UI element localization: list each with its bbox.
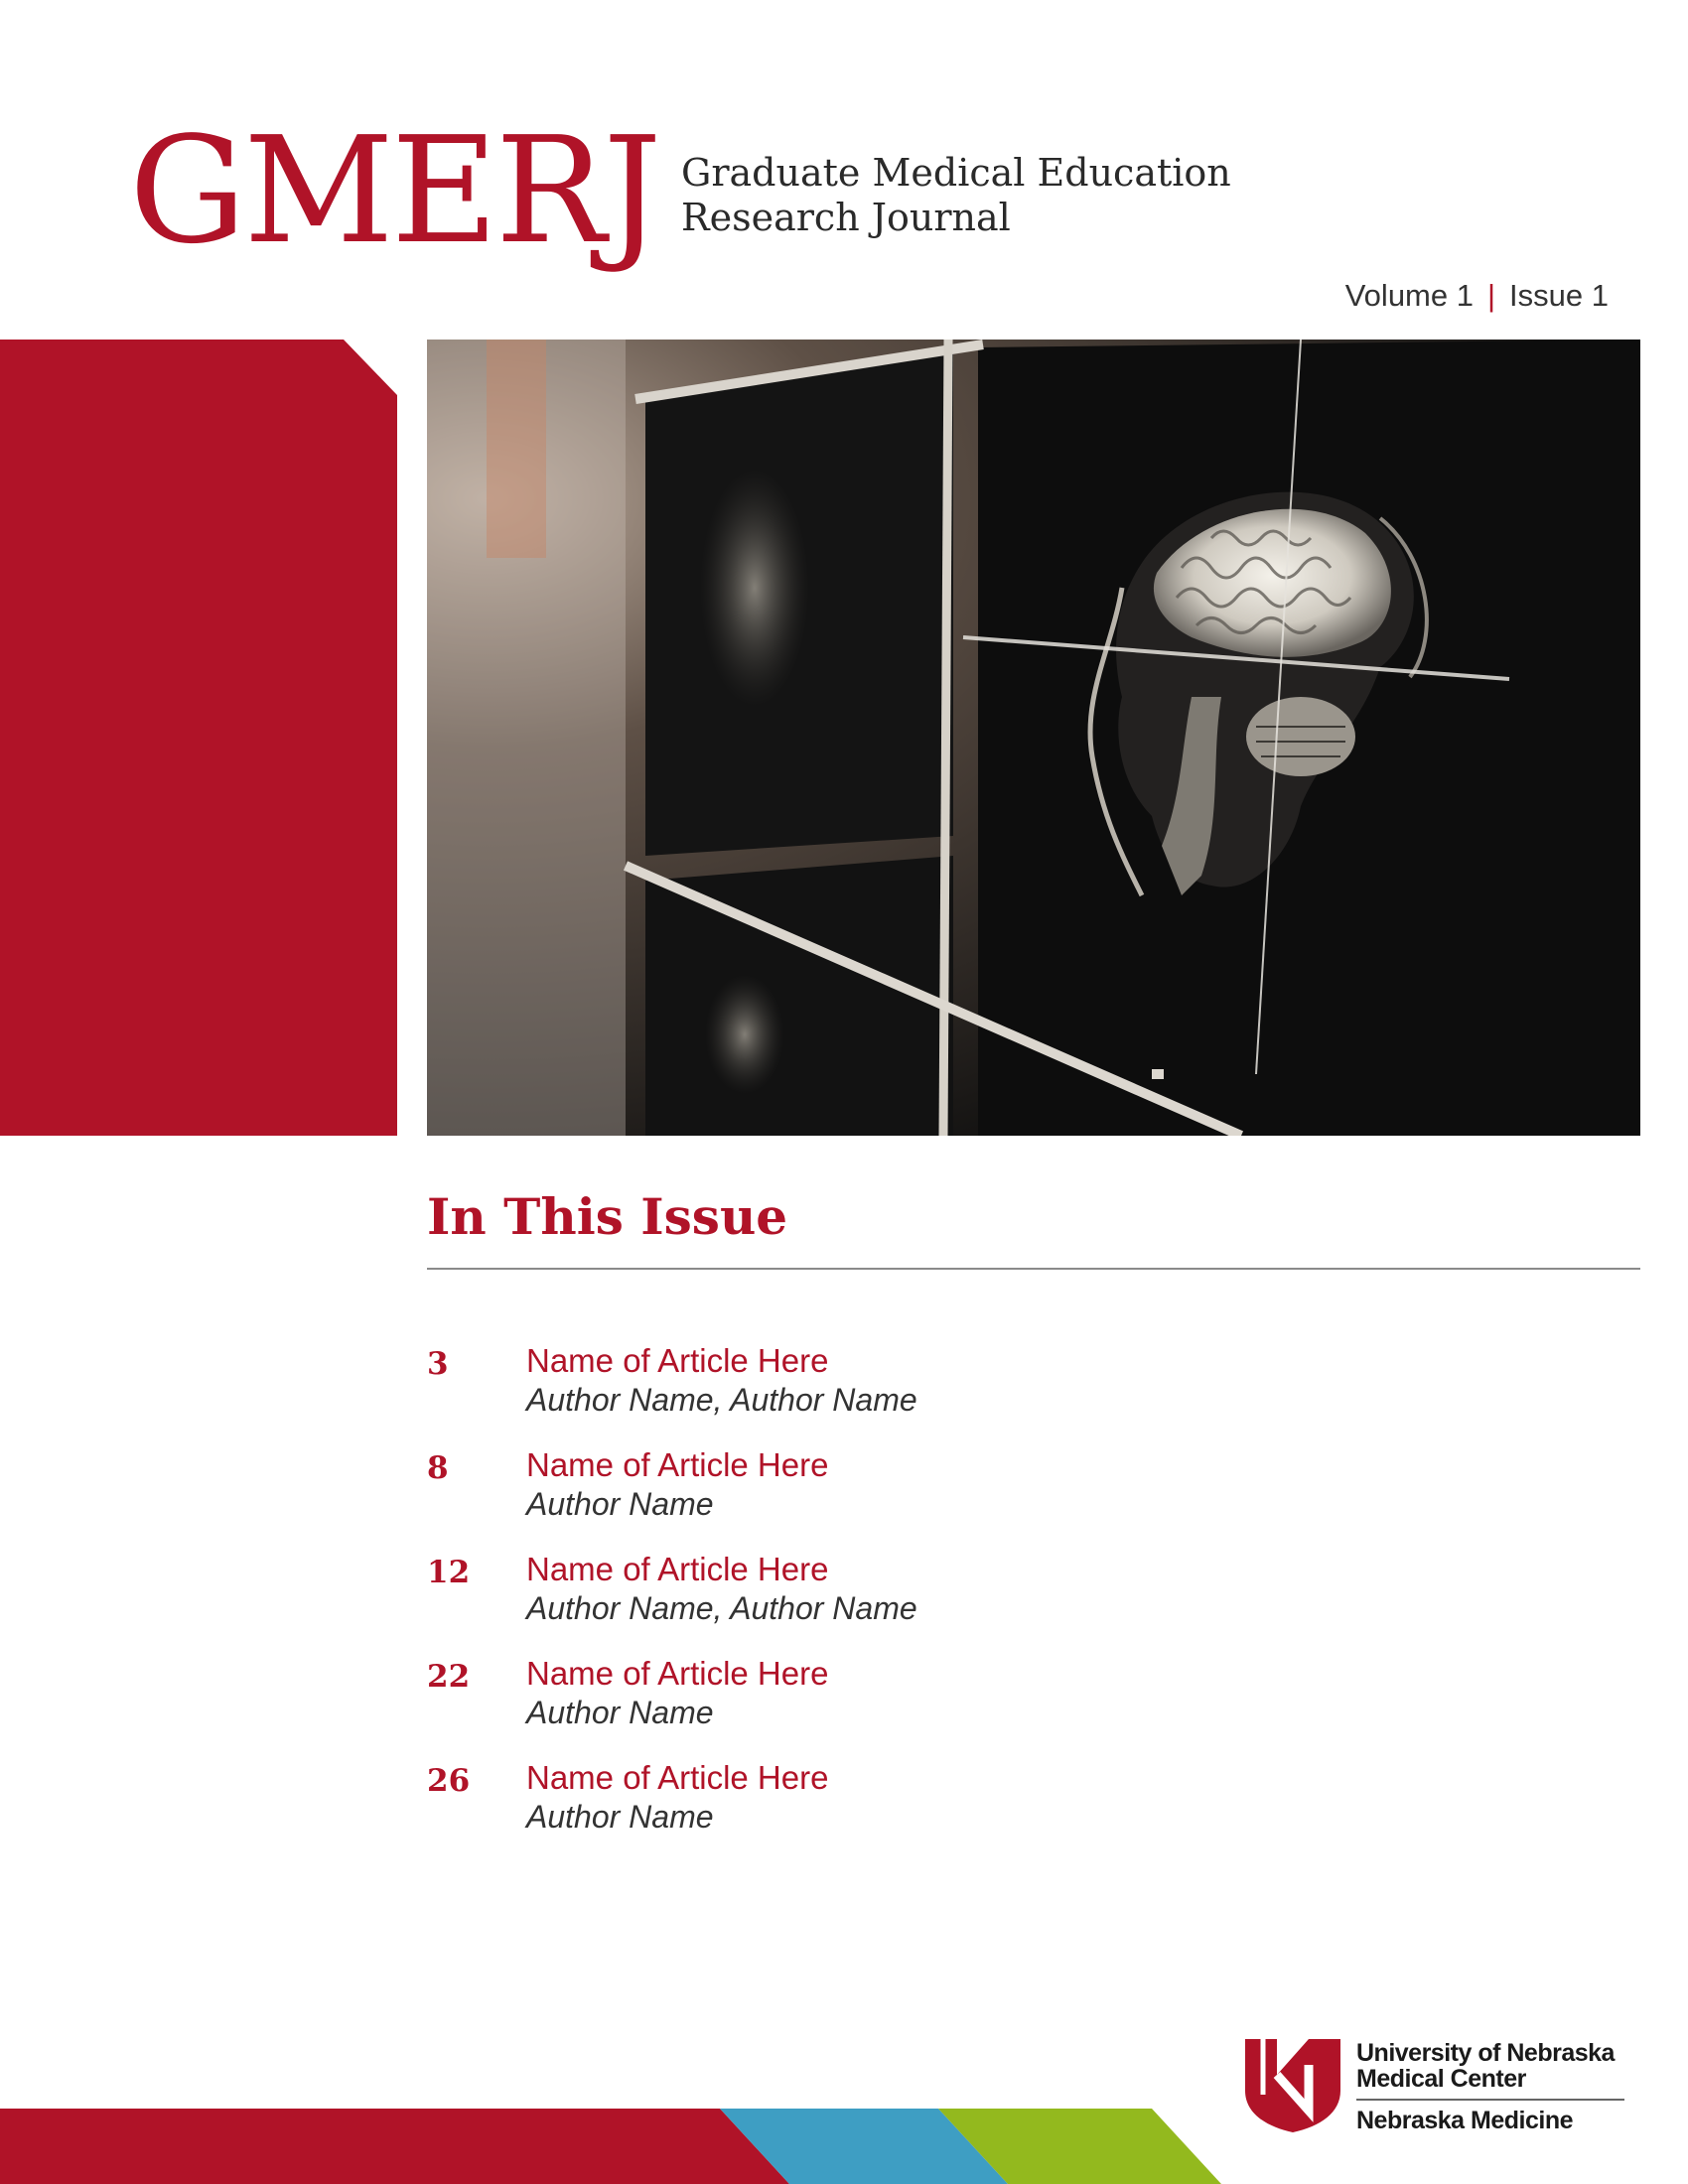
journal-full-name	[681, 151, 1231, 240]
toc-item[interactable]	[427, 1446, 1618, 1551]
issue-label: Issue 1	[1509, 278, 1609, 313]
toc-article-authors: Author Name, Author Name	[526, 1382, 917, 1418]
toc-page-number: 3	[427, 1346, 449, 1382]
toc-item[interactable]	[427, 1551, 1618, 1655]
toc-list	[427, 1342, 1618, 1863]
toc-item[interactable]	[427, 1759, 1618, 1863]
volume-issue-separator: |	[1486, 278, 1496, 313]
toc-article-title[interactable]: Name of Article Here	[526, 1759, 829, 1796]
unmc-name-line2: Medical Center	[1356, 2065, 1526, 2093]
toc-article-title[interactable]: Name of Article Here	[526, 1342, 829, 1379]
hero-image	[427, 340, 1640, 1136]
toc-page-number: 26	[427, 1763, 471, 1799]
toc-article-authors: Author Name, Author Name	[526, 1590, 917, 1626]
toc-article-title[interactable]: Name of Article Here	[526, 1551, 829, 1587]
journal-name-line2: Research Journal	[681, 196, 1011, 239]
toc-page-number: 8	[427, 1450, 449, 1486]
brain-mri-scan-image	[427, 340, 1640, 1136]
nebraska-medicine-name: Nebraska Medicine	[1356, 2107, 1573, 2134]
toc-article-authors: Author Name	[526, 1799, 714, 1835]
bottom-color-stripe	[0, 2109, 1688, 2184]
toc-article-authors: Author Name	[526, 1695, 714, 1730]
volume-label: Volume 1	[1344, 278, 1474, 313]
toc-page-number: 12	[427, 1555, 471, 1590]
toc-item[interactable]	[427, 1342, 1618, 1446]
toc-divider	[427, 1268, 1640, 1270]
logo-divider	[1356, 2099, 1624, 2101]
journal-logo: GMERJ	[129, 105, 659, 276]
toc-article-title[interactable]: Name of Article Here	[526, 1446, 829, 1483]
toc-article-authors: Author Name	[526, 1486, 714, 1522]
toc-article-title[interactable]: Name of Article Here	[526, 1655, 829, 1692]
volume-issue	[1345, 278, 1609, 314]
unmc-name-line1: University of Nebraska	[1356, 2039, 1615, 2067]
toc-heading: In This Issue	[427, 1187, 788, 1246]
toc-item[interactable]	[427, 1655, 1618, 1759]
journal-name-line1: Graduate Medical Education	[681, 151, 1231, 195]
red-accent-block	[0, 340, 397, 1136]
toc-page-number: 22	[427, 1659, 471, 1695]
